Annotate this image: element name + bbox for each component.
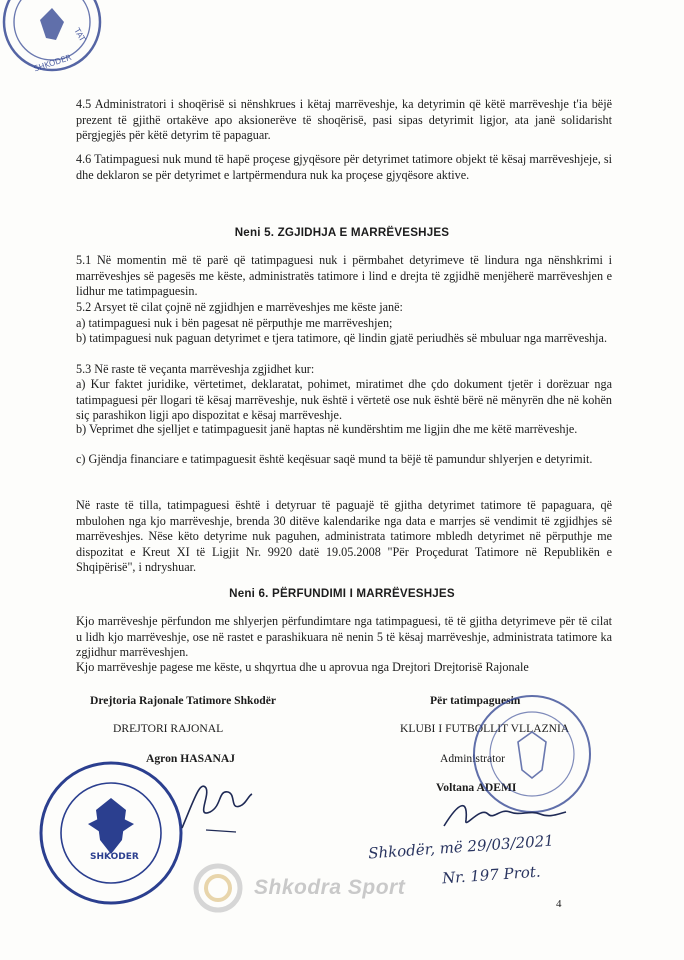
paragraph-5-2b: b) tatimpaguesi nuk paguan detyrimet e tjera tatimore, që lindin gjatë periudhës së mbuluar nga marrëveshja. <box>76 331 607 345</box>
right-signature-icon <box>440 796 570 836</box>
paragraph-4-6: 4.6 Tatimpaguesi nuk mund të hapë proçese gjyqësore për detyrimet tatimore objekt të kësaj marrëveshjeje, si dhe deklaron se për detyrimet e lartpërmendura nuk ka proçese gjyqësore aktive. <box>76 152 612 182</box>
paragraph-5-3: 5.3 Në raste të veçanta marrëveshja zgjidhet kur: <box>76 362 315 376</box>
watermark-text: Shkodra Sport <box>254 876 406 899</box>
page-number: 4 <box>556 898 562 910</box>
paragraph-5-3b: b) Veprimet dhe sjelljet e tatimpaguesit janë haptas në kundërshtim me ligjin dhe me këtë marrëveshje. <box>76 422 578 436</box>
heading-article-6: Neni 6. PËRFUNDIMI I MARRËVESHJES <box>229 587 455 600</box>
paragraph-5-4: Në raste të tilla, tatimpaguesi është i detyruar të paguajë të gjitha detyrimet tatimore të papaguara, që mbulohen nga kjo marrëveshje, brenda 30 ditëve kalendarike nga data e marrjes së vendimit të zgjidhjes së marrëveshjes. Nëse këto detyrime nuk paguhen, administrata tatimore mbledh detyrimet në përputhje me dispozitat e Kreut XI të Ligjit Nr. 9920 datë 19.05.2008 "Për Proçedurat Tatimore në Republikën e Shqipërisë", i ndryshuar. <box>76 498 612 575</box>
heading-article-5: Neni 5. ZGJIDHJA E MARRËVESHJES <box>234 226 450 239</box>
paragraph-4-5: 4.5 Administratori i shoqërisë si nënshkrues i këtaj marrëveshje, ka detyrimin që këtë marrëveshje t'ia bëjë prezent të gjithë ortakëve apo aksionerëve të shoqërisë, pasi sipas detyrimit ligjor, ata janë solidarisht përgjegjës për këtë detyrim të papaguar. <box>76 97 612 143</box>
svg-text:SHKODER: SHKODER <box>32 52 73 74</box>
paragraph-5-1: 5.1 Në momentin më të parë që tatimpaguesi nuk i përmbahet detyrimeve të lindura nga nënshkrimi i marrëveshjes së pagesës me këste, administratës tatimore i lind e drejta të zgjidhë menjëherë marrëveshjen e lidhur me tatimpaguesin. <box>76 253 612 299</box>
left-name-label: Agron HASANAJ <box>146 752 236 765</box>
right-role-label: Administrator <box>440 752 506 765</box>
left-org-label: Drejtoria Rajonale Tatimore Shkodër <box>90 694 277 707</box>
right-org-label: Për tatimpaguesin <box>430 694 521 707</box>
handwritten-protocol: Nr. 197 Prot. <box>441 862 542 888</box>
paragraph-5-2a: a) tatimpaguesi nuk i bën pagesat në përputhje me marrëveshjen; <box>76 316 393 330</box>
top-stamp-icon <box>0 0 110 80</box>
stamp-city-text: SHKODER <box>90 852 139 862</box>
left-role-label: DREJTORI RAJONAL <box>113 722 224 735</box>
svg-text:TAT: TAT <box>72 26 88 44</box>
paragraph-6-1: Kjo marrëveshje përfundon me shlyerjen përfundimtare nga tatimpaguesi, të të gjitha detyrimeve për të cilat u lidh kjo marrëveshje, ose në rastet e parashikuara në nenin 5 të kësaj marrëveshje, administrata tatimore ka zgjidhur marrëveshjen. <box>76 614 612 660</box>
right-entity-label: KLUBI I FUTBOLLIT VLLAZNIA <box>400 722 570 735</box>
paragraph-6-2: Kjo marrëveshje pagese me këste, u shqyrtua dhe u aprovua nga Drejtori Drejtorisë Rajonale <box>76 660 529 674</box>
right-name-label: Voltana ADEMI <box>436 781 517 794</box>
official-stamp-icon <box>36 758 186 908</box>
paragraph-5-2: 5.2 Arsyet të cilat çojnë në zgjidhjen e marrëveshjes me këste janë: <box>76 300 403 314</box>
paragraph-5-3c: c) Gjëndja financiare e tatimpaguesit është keqësuar saqë mund ta bëjë të pamundur shlyerjen e detyrimit. <box>76 452 593 466</box>
handwritten-date: Shkodër, më 29/03/2021 <box>367 831 555 863</box>
left-signature-icon <box>176 770 256 840</box>
paragraph-5-3a: a) Kur faktet juridike, vërtetimet, deklaratat, pohimet, miratimet dhe çdo dokument tjetër i dorëzuar nga tatimpaguesi për llogari të kësaj marrëveshje, nuk është i vërtetë ose nuk është bërë në mënyrën dhe në kohën siç parashikon ligji apo dispozitat e kësaj marrëveshje. <box>76 377 612 423</box>
